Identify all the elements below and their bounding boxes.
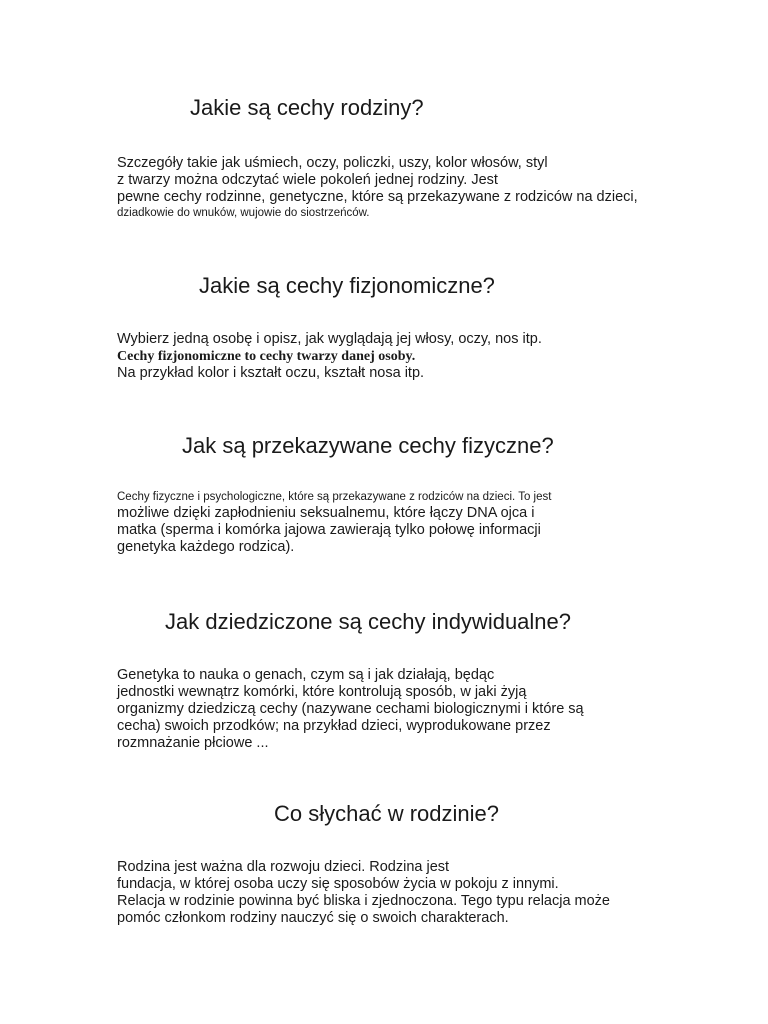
- paragraph-line: Genetyka to nauka o genach, czym są i jak działają, będąc: [117, 667, 495, 683]
- paragraph-line: pomóc członkom rodziny nauczyć się o swoich charakterach.: [117, 910, 509, 926]
- section-heading-physiognomic-traits: Jakie są cechy fizjonomiczne?: [199, 273, 495, 298]
- section-heading-family-news: Co słychać w rodzinie?: [274, 801, 499, 826]
- paragraph-line: fundacja, w której osoba uczy się sposobów życia w pokoju z innymi.: [117, 876, 559, 892]
- paragraph-line: jednostki wewnątrz komórki, które kontrolują sposób, w jaki żyją: [117, 684, 527, 700]
- paragraph-line: z twarzy można odczytać wiele pokoleń jednej rodziny. Jest: [117, 172, 498, 188]
- section-paragraph-family-traits: [117, 155, 638, 221]
- section-paragraph-physical-traits-inheritance: [117, 490, 551, 556]
- paragraph-line: Na przykład kolor i kształt oczu, kształt nosa itp.: [117, 365, 425, 381]
- section-paragraph-family-news: [117, 859, 610, 927]
- section-heading-individual-traits: Jak dziedziczone są cechy indywidualne?: [165, 609, 572, 634]
- paragraph-line: rozmnażanie płciowe ...: [117, 735, 269, 751]
- paragraph-line: Szczegóły takie jak uśmiech, oczy, policzki, uszy, kolor włosów, styl: [117, 155, 548, 171]
- section-paragraph-physiognomic-traits: [117, 331, 542, 382]
- section-paragraph-individual-traits: [117, 667, 584, 752]
- paragraph-line: pewne cechy rodzinne, genetyczne, które są przekazywane z rodziców na dzieci,: [117, 189, 638, 205]
- paragraph-line: cecha) swoich przodków; na przykład dzieci, wyprodukowane przez: [117, 718, 551, 734]
- paragraph-line: Wybierz jedną osobę i opisz, jak wyglądają jej włosy, oczy, nos itp.: [117, 331, 542, 347]
- paragraph-line: organizmy dziedziczą cechy (nazywane cechami biologicznymi i które są: [117, 701, 584, 717]
- paragraph-line-bold: Cechy fizjonomiczne to cechy twarzy danej osoby.: [117, 349, 416, 364]
- paragraph-line: genetyka każdego rodzica).: [117, 539, 295, 555]
- paragraph-line: matka (sperma i komórka jajowa zawierają tylko połowę informacji: [117, 522, 541, 538]
- paragraph-line: możliwe dzięki zapłodnieniu seksualnemu, które łączy DNA ojca i: [117, 505, 535, 521]
- paragraph-line: Relacja w rodzinie powinna być bliska i zjednoczona. Tego typu relacja może: [117, 893, 610, 909]
- paragraph-line: Cechy fizyczne i psychologiczne, które są przekazywane z rodziców na dzieci. To jest: [117, 491, 552, 503]
- section-heading-family-traits: Jakie są cechy rodziny?: [190, 95, 424, 120]
- paragraph-line: Rodzina jest ważna dla rozwoju dzieci. Rodzina jest: [117, 859, 450, 875]
- paragraph-line: dziadkowie do wnuków, wujowie do siostrzeńców.: [117, 207, 370, 219]
- section-heading-physical-traits-inheritance: Jak są przekazywane cechy fizyczne?: [182, 433, 554, 458]
